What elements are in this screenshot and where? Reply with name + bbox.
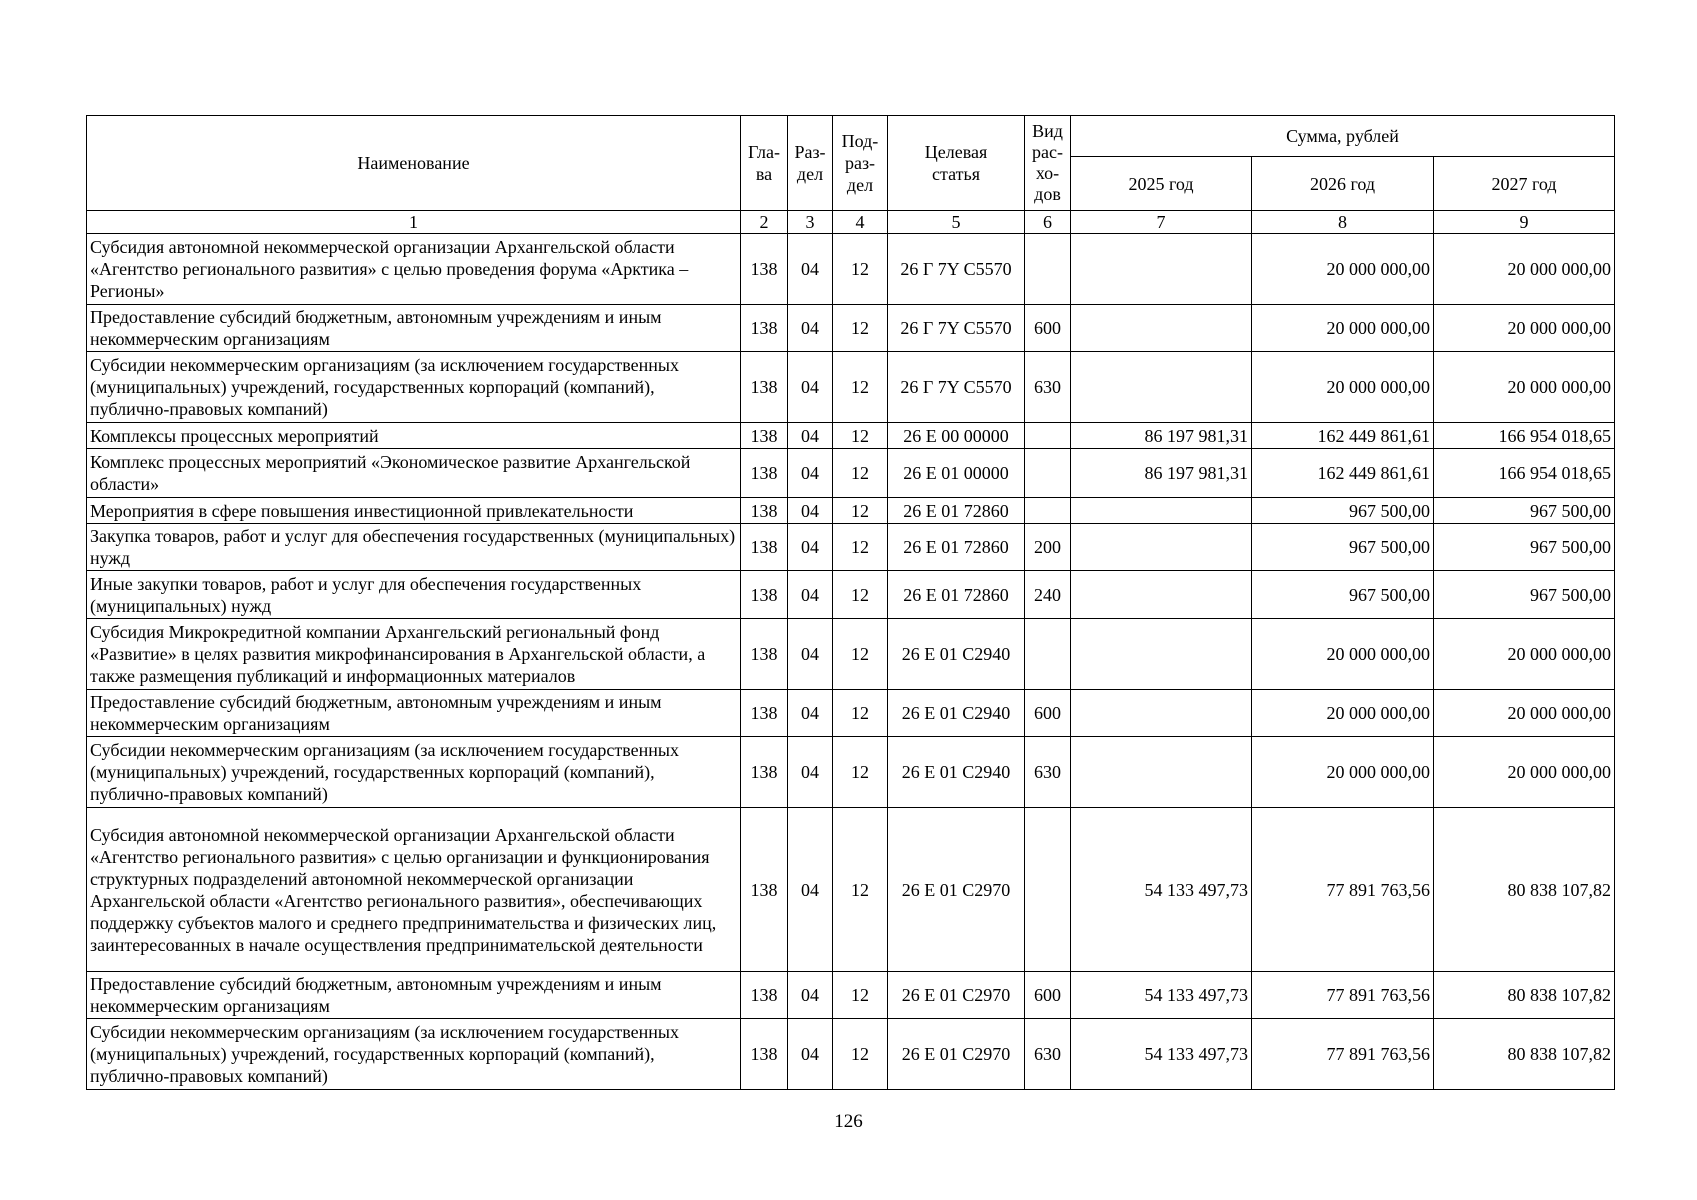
row-vid: 600 xyxy=(1025,972,1071,1019)
row-name: Предоставление субсидий бюджетным, автономным учреждениям и иным некоммерческим организациям xyxy=(87,690,741,737)
row-name: Предоставление субсидий бюджетным, автономным учреждениям и иным некоммерческим организациям xyxy=(87,972,741,1019)
row-glava: 138 xyxy=(741,305,788,352)
row-podrazdel: 12 xyxy=(833,449,888,498)
row-podrazdel: 12 xyxy=(833,305,888,352)
row-glava: 138 xyxy=(741,1019,788,1090)
row-statya: 26 Е 01 С2940 xyxy=(888,690,1025,737)
table-row xyxy=(87,808,1615,972)
header-podrazdel: Под- раз- дел xyxy=(833,116,888,211)
row-name: Закупка товаров, работ и услуг для обеспечения государственных (муниципальных) нужд xyxy=(87,524,741,571)
row-podrazdel: 12 xyxy=(833,808,888,972)
row-2025 xyxy=(1071,305,1252,352)
table-row xyxy=(87,352,1615,423)
row-razdel: 04 xyxy=(788,1019,833,1090)
row-razdel: 04 xyxy=(788,571,833,619)
row-vid xyxy=(1025,498,1071,524)
row-2026: 162 449 861,61 xyxy=(1252,449,1434,498)
row-name: Предоставление субсидий бюджетным, автономным учреждениям и иным некоммерческим организациям xyxy=(87,305,741,352)
row-podrazdel: 12 xyxy=(833,619,888,690)
row-podrazdel: 12 xyxy=(833,690,888,737)
row-statya: 26 Е 01 00000 xyxy=(888,449,1025,498)
col-number: 7 xyxy=(1071,211,1252,234)
row-glava: 138 xyxy=(741,619,788,690)
column-number-row xyxy=(87,211,1615,234)
row-podrazdel: 12 xyxy=(833,524,888,571)
row-statya: 26 Е 01 С2940 xyxy=(888,619,1025,690)
row-glava: 138 xyxy=(741,352,788,423)
row-2025 xyxy=(1071,498,1252,524)
row-name: Субсидия автономной некоммерческой организации Архангельской области «Агентство регионального развития» с целью проведения форума «Арктика – Регионы» xyxy=(87,234,741,305)
row-2025 xyxy=(1071,524,1252,571)
row-statya: 26 Е 00 00000 xyxy=(888,423,1025,449)
col-number: 3 xyxy=(788,211,833,234)
row-2026: 77 891 763,56 xyxy=(1252,972,1434,1019)
header-vid: Вид рас- хо- дов xyxy=(1025,116,1071,211)
row-glava: 138 xyxy=(741,808,788,972)
row-2026: 967 500,00 xyxy=(1252,571,1434,619)
table-row xyxy=(87,571,1615,619)
row-statya: 26 Е 01 72860 xyxy=(888,571,1025,619)
row-2025 xyxy=(1071,690,1252,737)
row-razdel: 04 xyxy=(788,423,833,449)
row-vid: 600 xyxy=(1025,690,1071,737)
table-row xyxy=(87,690,1615,737)
table-row xyxy=(87,234,1615,305)
row-2026: 967 500,00 xyxy=(1252,524,1434,571)
budget-table xyxy=(86,115,1615,1090)
row-statya: 26 Е 01 С2970 xyxy=(888,972,1025,1019)
row-2026: 20 000 000,00 xyxy=(1252,305,1434,352)
row-2025 xyxy=(1071,571,1252,619)
row-2027: 20 000 000,00 xyxy=(1434,737,1615,808)
row-name: Иные закупки товаров, работ и услуг для обеспечения государственных (муниципальных) нужд xyxy=(87,571,741,619)
row-statya: 26 Е 01 С2970 xyxy=(888,808,1025,972)
row-statya: 26 Г 7Y С5570 xyxy=(888,352,1025,423)
row-2027: 80 838 107,82 xyxy=(1434,1019,1615,1090)
row-glava: 138 xyxy=(741,737,788,808)
row-2026: 77 891 763,56 xyxy=(1252,808,1434,972)
row-podrazdel: 12 xyxy=(833,972,888,1019)
row-statya: 26 Е 01 С2970 xyxy=(888,1019,1025,1090)
row-razdel: 04 xyxy=(788,524,833,571)
col-number: 6 xyxy=(1025,211,1071,234)
page-number: 126 xyxy=(834,1111,863,1132)
row-2025 xyxy=(1071,234,1252,305)
row-vid: 630 xyxy=(1025,1019,1071,1090)
row-glava: 138 xyxy=(741,423,788,449)
row-2026: 967 500,00 xyxy=(1252,498,1434,524)
row-vid xyxy=(1025,808,1071,972)
row-2027: 166 954 018,65 xyxy=(1434,449,1615,498)
row-2026: 162 449 861,61 xyxy=(1252,423,1434,449)
row-2027: 20 000 000,00 xyxy=(1434,690,1615,737)
row-podrazdel: 12 xyxy=(833,352,888,423)
col-number: 2 xyxy=(741,211,788,234)
row-statya: 26 Е 01 72860 xyxy=(888,524,1025,571)
row-glava: 138 xyxy=(741,234,788,305)
row-2027: 20 000 000,00 xyxy=(1434,305,1615,352)
table-row xyxy=(87,737,1615,808)
col-number: 5 xyxy=(888,211,1025,234)
table-row xyxy=(87,1019,1615,1090)
row-2027: 20 000 000,00 xyxy=(1434,234,1615,305)
header-2025: 2025 год xyxy=(1071,157,1252,211)
row-razdel: 04 xyxy=(788,690,833,737)
row-podrazdel: 12 xyxy=(833,1019,888,1090)
row-vid: 600 xyxy=(1025,305,1071,352)
row-name: Комплексы процессных мероприятий xyxy=(87,423,741,449)
header-statya: Целевая статья xyxy=(888,116,1025,211)
header-name: Наименование xyxy=(87,116,741,211)
row-name: Комплекс процессных мероприятий «Экономическое развитие Архангельской области» xyxy=(87,449,741,498)
row-razdel: 04 xyxy=(788,352,833,423)
table-row xyxy=(87,449,1615,498)
row-podrazdel: 12 xyxy=(833,498,888,524)
row-statya: 26 Е 01 С2940 xyxy=(888,737,1025,808)
row-razdel: 04 xyxy=(788,737,833,808)
row-vid: 200 xyxy=(1025,524,1071,571)
col-number: 8 xyxy=(1252,211,1434,234)
table-row xyxy=(87,524,1615,571)
row-podrazdel: 12 xyxy=(833,234,888,305)
row-2025 xyxy=(1071,619,1252,690)
row-2027: 20 000 000,00 xyxy=(1434,619,1615,690)
row-vid: 630 xyxy=(1025,352,1071,423)
row-2027: 80 838 107,82 xyxy=(1434,808,1615,972)
row-name: Субсидии некоммерческим организациям (за исключением государственных (муниципальных) учреждений, государственных корпораций (компаний), публично-правовых компаний) xyxy=(87,737,741,808)
row-glava: 138 xyxy=(741,449,788,498)
row-2025: 86 197 981,31 xyxy=(1071,449,1252,498)
row-statya: 26 Г 7Y С5570 xyxy=(888,234,1025,305)
row-2026: 20 000 000,00 xyxy=(1252,352,1434,423)
row-2026: 20 000 000,00 xyxy=(1252,737,1434,808)
header-2026: 2026 год xyxy=(1252,157,1434,211)
row-razdel: 04 xyxy=(788,972,833,1019)
row-name: Субсидии некоммерческим организациям (за исключением государственных (муниципальных) учреждений, государственных корпораций (компаний), публично-правовых компаний) xyxy=(87,1019,741,1090)
row-glava: 138 xyxy=(741,498,788,524)
row-2027: 967 500,00 xyxy=(1434,498,1615,524)
row-2025 xyxy=(1071,737,1252,808)
row-podrazdel: 12 xyxy=(833,737,888,808)
row-statya: 26 Г 7Y С5570 xyxy=(888,305,1025,352)
row-name: Мероприятия в сфере повышения инвестиционной привлекательности xyxy=(87,498,741,524)
header-2027: 2027 год xyxy=(1434,157,1615,211)
row-podrazdel: 12 xyxy=(833,423,888,449)
row-name: Субсидия Микрокредитной компании Архангельский региональный фонд «Развитие» в целях развития микрофинансирования в Архангельской области, а также размещения публикаций и информационных материалов xyxy=(87,619,741,690)
row-razdel: 04 xyxy=(788,808,833,972)
row-razdel: 04 xyxy=(788,619,833,690)
row-name: Субсидия автономной некоммерческой организации Архангельской области «Агентство регионального развития» с целью организации и функционирования структурных подразделений автономной некоммерческой организации Архангельской области «Агентство регионального развития», обеспечивающих поддержку субъектов малого и среднего предпринимательства и физических лиц, заинтересованных в начале осуществления предпринимательской деятельности xyxy=(87,808,741,972)
row-2026: 20 000 000,00 xyxy=(1252,619,1434,690)
table-row xyxy=(87,423,1615,449)
row-2027: 20 000 000,00 xyxy=(1434,352,1615,423)
row-2027: 166 954 018,65 xyxy=(1434,423,1615,449)
header-razdel: Раз- дел xyxy=(788,116,833,211)
row-razdel: 04 xyxy=(788,498,833,524)
row-statya: 26 Е 01 72860 xyxy=(888,498,1025,524)
header-glava: Гла- ва xyxy=(741,116,788,211)
row-glava: 138 xyxy=(741,972,788,1019)
table-row xyxy=(87,619,1615,690)
row-glava: 138 xyxy=(741,524,788,571)
row-vid: 630 xyxy=(1025,737,1071,808)
row-vid xyxy=(1025,449,1071,498)
row-2026: 20 000 000,00 xyxy=(1252,234,1434,305)
row-vid xyxy=(1025,619,1071,690)
table-row xyxy=(87,972,1615,1019)
row-razdel: 04 xyxy=(788,305,833,352)
table-row xyxy=(87,305,1615,352)
row-2027: 967 500,00 xyxy=(1434,571,1615,619)
row-2025: 86 197 981,31 xyxy=(1071,423,1252,449)
row-2027: 80 838 107,82 xyxy=(1434,972,1615,1019)
row-2025: 54 133 497,73 xyxy=(1071,808,1252,972)
row-2025: 54 133 497,73 xyxy=(1071,1019,1252,1090)
row-2025: 54 133 497,73 xyxy=(1071,972,1252,1019)
row-2026: 77 891 763,56 xyxy=(1252,1019,1434,1090)
row-vid xyxy=(1025,234,1071,305)
row-2026: 20 000 000,00 xyxy=(1252,690,1434,737)
row-name: Субсидии некоммерческим организациям (за исключением государственных (муниципальных) учреждений, государственных корпораций (компаний), публично-правовых компаний) xyxy=(87,352,741,423)
col-number: 1 xyxy=(87,211,741,234)
table-row xyxy=(87,498,1615,524)
col-number: 9 xyxy=(1434,211,1615,234)
row-razdel: 04 xyxy=(788,449,833,498)
row-vid: 240 xyxy=(1025,571,1071,619)
row-2025 xyxy=(1071,352,1252,423)
row-razdel: 04 xyxy=(788,234,833,305)
row-glava: 138 xyxy=(741,571,788,619)
header-summa: Сумма, рублей xyxy=(1071,116,1615,157)
row-2027: 967 500,00 xyxy=(1434,524,1615,571)
row-vid xyxy=(1025,423,1071,449)
col-number: 4 xyxy=(833,211,888,234)
row-glava: 138 xyxy=(741,690,788,737)
row-podrazdel: 12 xyxy=(833,571,888,619)
